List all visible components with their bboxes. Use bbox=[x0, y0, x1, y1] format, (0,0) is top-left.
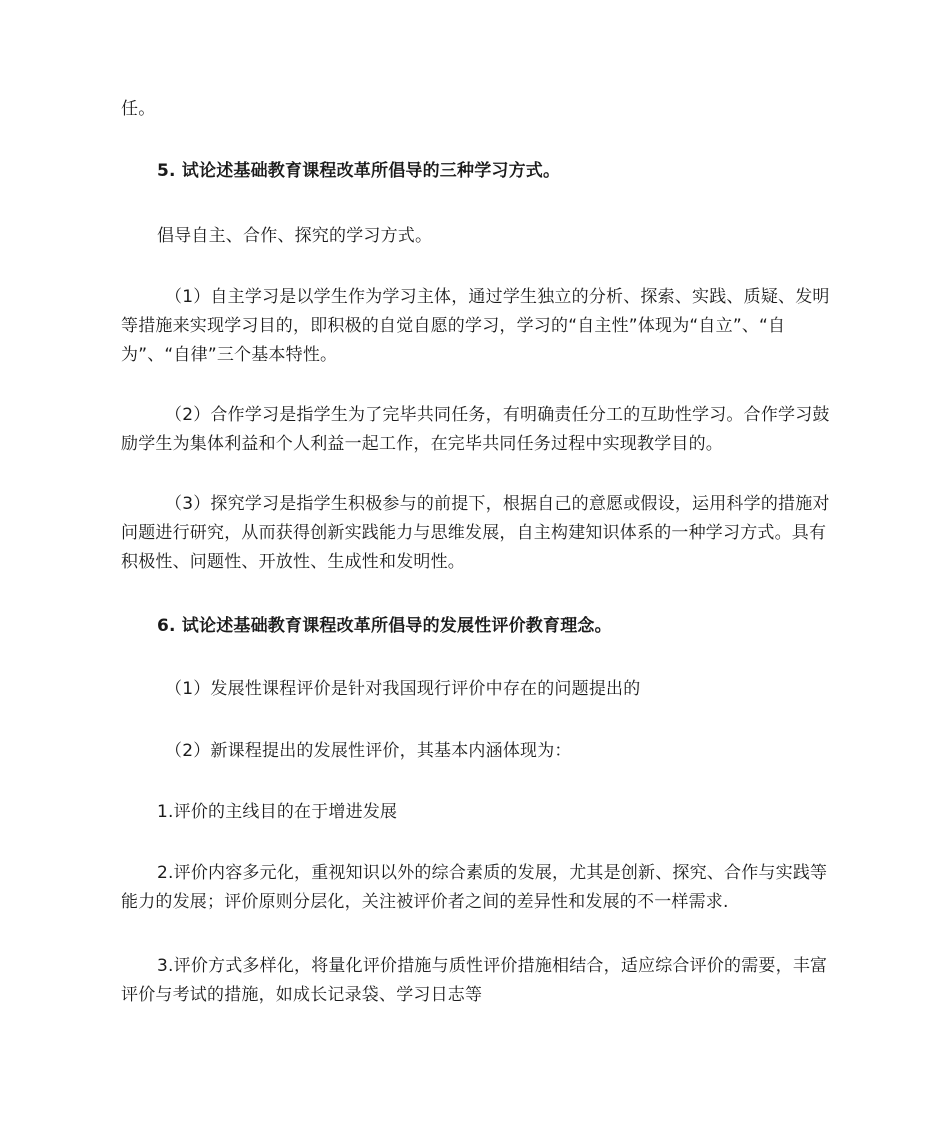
paragraph-learning-modes: 倡导自主、合作、探究的学习方式。 bbox=[157, 226, 433, 246]
paragraph-continuation: 任。 bbox=[121, 99, 156, 119]
list-item-3: 3.评价方式多样化，将量化评价措施与质性评价措施相结合，适应综合评价的需要，丰富评价与考试的措施，如成长记录袋、学习日志等 bbox=[121, 956, 828, 1005]
list-item-2: 2.评价内容多元化，重视知识以外的综合素质的发展，尤其是创新、探究、合作与实践等能力的发展；评价原则分层化，关注被评价者之间的差异性和发展的不一样需求. bbox=[121, 863, 828, 912]
paragraph-autonomous-learning: （1）自主学习是以学生作为学习主体，通过学生独立的分析、探索、实践、质疑、发明等措施来实现学习目的，即积极的自觉自愿的学习，学习的“自主性”体现为“自立”、“自为”、“自律”三个基本特性。 bbox=[121, 287, 830, 365]
heading-question-5: 5. 试论述基础教育课程改革所倡导的三种学习方式。 bbox=[157, 161, 561, 181]
paragraph-evaluation-connotation: （2）新课程提出的发展性评价，其基本内涵体现为： bbox=[165, 741, 572, 761]
paragraph-evaluation-origin: （1）发展性课程评价是针对我国现行评价中存在的问题提出的 bbox=[165, 679, 641, 699]
paragraph-inquiry-learning: （3）探究学习是指学生积极参与的前提下，根据自己的意愿或假设，运用科学的措施对问题进行研究，从而获得创新实践能力与思维发展，自主构建知识体系的一种学习方式。具有积极性、问题性、开放性、生成性和发明性。 bbox=[121, 494, 830, 572]
heading-question-6: 6. 试论述基础教育课程改革所倡导的发展性评价教育理念。 bbox=[157, 616, 612, 636]
list-item-1: 1.评价的主线目的在于增进发展 bbox=[157, 802, 398, 822]
paragraph-cooperative-learning: （2）合作学习是指学生为了完毕共同任务，有明确责任分工的互助性学习。合作学习鼓励学生为集体利益和个人利益一起工作，在完毕共同任务过程中实现教学目的。 bbox=[121, 405, 830, 454]
